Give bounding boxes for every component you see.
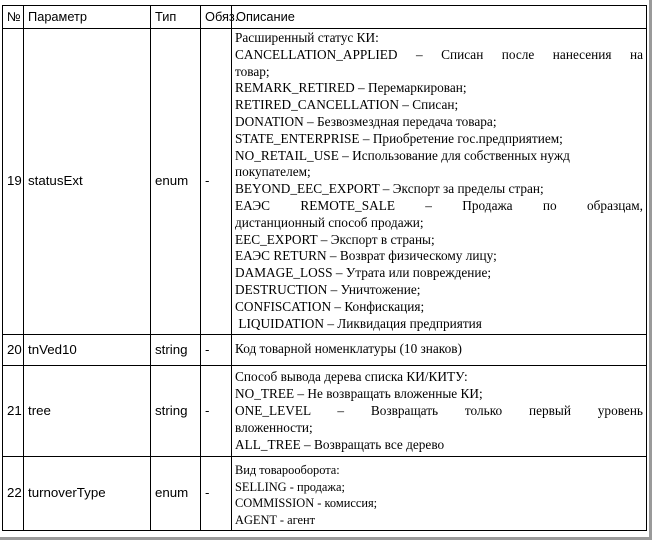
parameters-table (2, 5, 647, 531)
row-param: turnoverType (24, 457, 151, 531)
header-description: Описание (232, 6, 647, 29)
description-line: ONE_LEVEL – Возвращать только первый уровень (235, 402, 643, 418)
description-line: CANCELLATION_APPLIED – Списан после нанесения на (235, 46, 643, 62)
header-required: Обяз. (201, 6, 232, 29)
table-row (3, 29, 647, 335)
description-line: EEC_EXPORT – Экспорт в страны; (235, 231, 435, 247)
description-line: вложенности; (235, 419, 313, 435)
description-line: BEYOND_EEC_EXPORT – Экспорт за пределы стран; (235, 181, 544, 197)
row-param: tnVed10 (24, 335, 151, 366)
description-line: Код товарной номенклатуры (10 знаков) (235, 341, 462, 357)
description-line: AGENT - агент (235, 512, 316, 527)
description-line: ЕАЭС REMOTE_SALE – Продажа по образцам, (235, 197, 643, 213)
description-line: Расширенный статус КИ: (235, 30, 379, 45)
row-param: statusExt (24, 29, 151, 335)
row-description (232, 29, 647, 335)
description-line: ALL_TREE – Возвращать все дерево (235, 436, 445, 452)
description-line: SELLING - продажа; (235, 479, 345, 494)
row-num: 19 (3, 29, 24, 335)
table-row (3, 457, 647, 531)
table-header-row (3, 6, 647, 29)
header-param: Параметр (24, 6, 151, 29)
table-row (3, 335, 647, 366)
row-num: 21 (3, 366, 24, 457)
description-line: REMARK_RETIRED – Перемаркирован; (235, 80, 467, 96)
row-required: - (201, 335, 232, 366)
row-param: tree (24, 366, 151, 457)
header-type: Тип (151, 6, 201, 29)
row-type: enum (151, 457, 201, 531)
description-line: LIQUIDATION – Ликвидация предприятия (235, 315, 482, 331)
description-line: ЕАЭС RETURN – Возврат физическому лицу; (235, 248, 497, 264)
row-required: - (201, 457, 232, 531)
row-type: string (151, 335, 201, 366)
description-line: дистанционный способ продажи; (235, 214, 424, 230)
row-description (232, 335, 647, 366)
description-line: товар; (235, 63, 270, 79)
row-description (232, 366, 647, 457)
description-line: RETIRED_CANCELLATION – Списан; (235, 97, 459, 113)
row-description (232, 457, 647, 531)
table-row (3, 366, 647, 457)
description-line: DESTRUCTION – Уничтожение; (235, 281, 421, 297)
header-num: № (3, 6, 24, 29)
row-required: - (201, 29, 232, 335)
description-line: DONATION – Безвозмездная передача товара; (235, 113, 497, 129)
row-type: enum (151, 29, 201, 335)
description-line: STATE_ENTERPRISE – Приобретение гос.предприятием; (235, 130, 563, 146)
description-line: CONFISCATION – Конфискация; (235, 298, 425, 314)
row-num: 22 (3, 457, 24, 531)
description-line: DAMAGE_LOSS – Утрата или повреждение; (235, 265, 492, 281)
row-type: string (151, 366, 201, 457)
description-line: COMMISSION - комиссия; (235, 496, 378, 511)
description-line: покупателем; (235, 164, 311, 180)
description-line: NO_TREE – Не возвращать вложенные КИ; (235, 386, 483, 402)
row-required: - (201, 366, 232, 457)
row-num: 20 (3, 335, 24, 366)
description-line: NO_RETAIL_USE – Использование для собственных нужд (235, 147, 570, 163)
description-line: Способ вывода дерева списка КИ/КИТУ: (235, 369, 468, 385)
description-line: Вид товарооборота: (235, 463, 340, 478)
